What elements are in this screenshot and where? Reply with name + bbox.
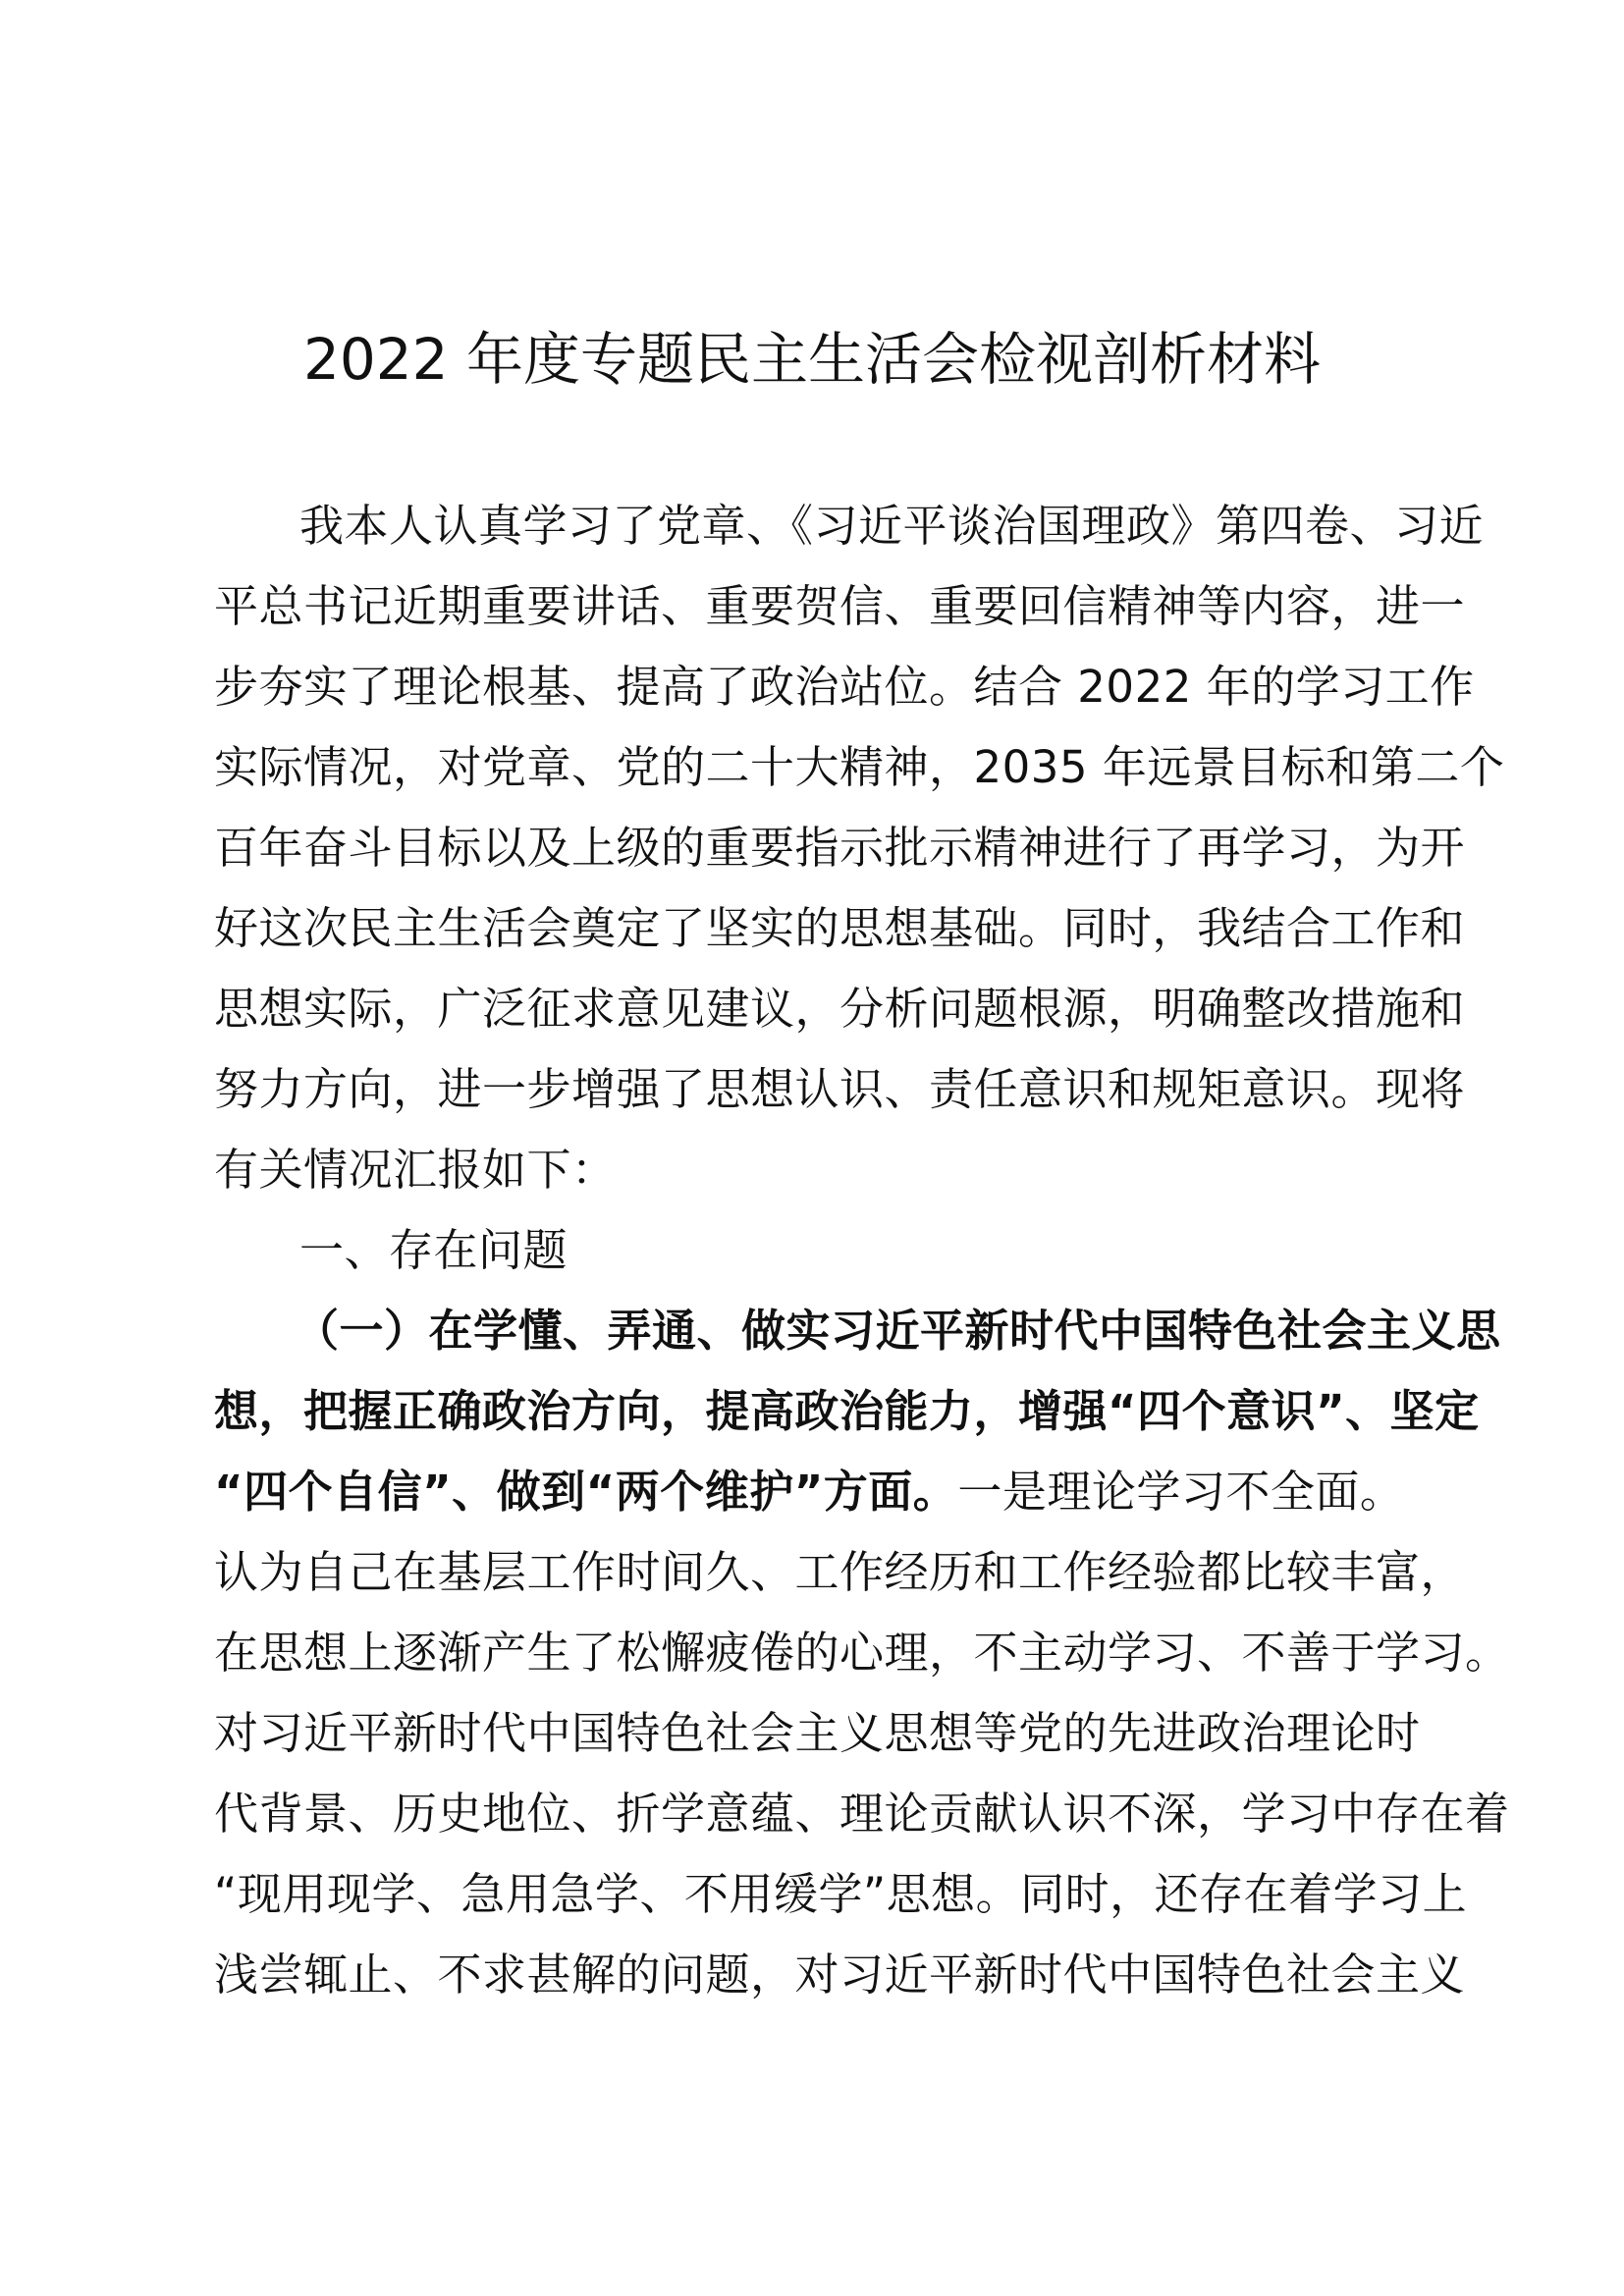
- intro-line-9: 有关情况汇报如下：: [214, 1144, 617, 1196]
- subsection-line-3-rest: 一是理论学习不全面。: [957, 1466, 1405, 1518]
- subsection-heading-line-3: “四个自信”、做到“两个维护”方面。: [214, 1466, 958, 1518]
- body-line-6: 浅尝辄止、不求甚解的问题，对习近平新时代中国特色社会主义: [214, 1949, 1466, 2001]
- intro-line-2: 平总书记近期重要讲话、重要贺信、重要回信精神等内容，进一: [214, 580, 1466, 632]
- subsection-heading-line-1: （一）在学懂、弄通、做实习近平新时代中国特色社会主义思: [295, 1305, 1501, 1357]
- subsection-line-3: [214, 1465, 1432, 1520]
- intro-line-8: 努力方向，进一步增强了思想认识、责任意识和规矩意识。现将: [214, 1063, 1466, 1115]
- body-line-3: 对习近平新时代中国特色社会主义思想等党的先进政治理论时: [214, 1707, 1421, 1759]
- document-title: 2022 年度专题民主生活会检视剖析材料: [302, 326, 1322, 393]
- intro-line-6: 好这次民主生活会奠定了坚实的思想基础。同时，我结合工作和: [214, 902, 1466, 954]
- subsection-heading-line-2: 想，把握正确政治方向，提高政治能力，增强“四个意识”、坚定: [214, 1385, 1480, 1437]
- body-line-2: 在思想上逐渐产生了松懈疲倦的心理，不主动学习、不善于学习。: [214, 1627, 1510, 1679]
- section-heading: 一、存在问题: [299, 1224, 568, 1276]
- intro-line-4: 实际情况，对党章、党的二十大精神，2035 年远景目标和第二个: [214, 741, 1505, 793]
- intro-line-7: 思想实际，广泛征求意见建议，分析问题根源，明确整改措施和: [214, 983, 1466, 1035]
- intro-line-5: 百年奋斗目标以及上级的重要指示批示精神进行了再学习，为开: [214, 822, 1466, 874]
- body-line-4: 代背景、历史地位、折学意蕴、理论贡献认识不深，学习中存在着: [214, 1788, 1510, 1840]
- intro-line-3: 步夯实了理论根基、提高了政治站位。结合 2022 年的学习工作: [214, 661, 1475, 713]
- body-line-1: 认为自己在基层工作时间久、工作经历和工作经验都比较丰富，: [214, 1546, 1466, 1598]
- intro-line-1: 我本人认真学习了党章、《习近平谈治国理政》第四卷、习近: [299, 500, 1485, 552]
- body-line-5: “现用现学、急用急学、不用缓学”思想。同时，还存在着学习上: [214, 1868, 1468, 1920]
